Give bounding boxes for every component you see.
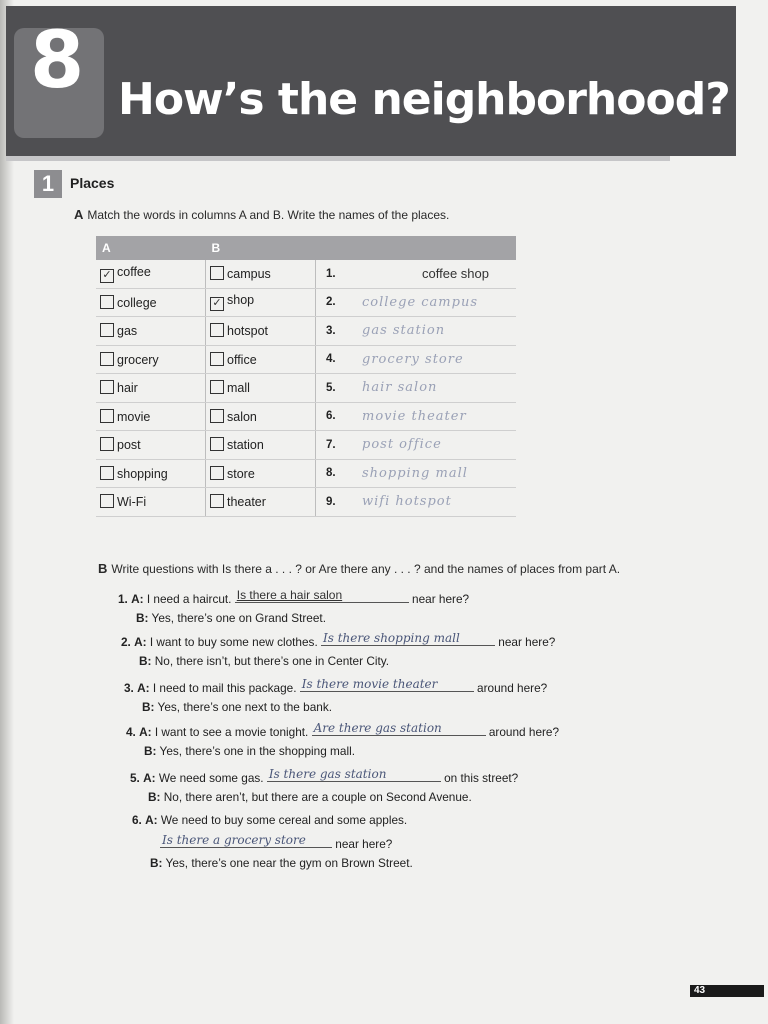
question-number: 4. [126, 725, 136, 739]
column-b-cell [206, 317, 316, 346]
word-a: movie [117, 409, 151, 424]
word-a: Wi-Fi [117, 495, 147, 510]
table-row [96, 431, 516, 460]
response-text: Yes, there’s one in the shopping mall. [159, 744, 355, 758]
checkbox[interactable] [210, 352, 224, 366]
speaker-b: B: [150, 856, 163, 870]
item-number: 1. [316, 260, 359, 288]
speaker-b: B: [139, 654, 152, 668]
column-a-cell [96, 459, 206, 488]
table-row [96, 317, 516, 346]
column-b-cell [206, 459, 316, 488]
question-a-line [124, 677, 547, 695]
checkbox[interactable] [210, 437, 224, 451]
item-number: 6. [316, 402, 359, 431]
answer-text: grocery store [362, 351, 464, 367]
column-a-header: A [96, 236, 206, 260]
word-a: grocery [117, 352, 159, 367]
part-b-text: Write questions with Is there a . . . ? or Are there any . . . ? and the names of places from part A. [111, 562, 621, 576]
page-number: 43 [690, 985, 764, 997]
answer-field[interactable] [358, 317, 516, 346]
unit-number: 8 [30, 16, 85, 106]
word-b: hotspot [227, 324, 269, 339]
answer-blank[interactable]: Is there a hair salon [235, 588, 409, 603]
section-number: 1 [34, 170, 62, 198]
answer-b-line [148, 790, 472, 804]
response-text: Yes, there’s one on Grand Street. [151, 611, 326, 625]
answer-b-line [150, 856, 413, 870]
speaker-b: B: [142, 700, 155, 714]
question-a-line [130, 767, 518, 785]
table-row [96, 488, 516, 517]
item-number: 9. [316, 488, 359, 517]
checkbox[interactable] [210, 409, 224, 423]
table-row [96, 459, 516, 488]
column-b-cell [206, 488, 316, 517]
checkbox[interactable] [210, 494, 224, 508]
answer-text: gas station [362, 323, 446, 339]
question-number: 6. [132, 813, 142, 827]
checkbox[interactable] [100, 494, 114, 508]
question-a-line [132, 813, 407, 827]
column-a-cell [96, 345, 206, 374]
table-row [96, 288, 516, 317]
checkbox[interactable] [210, 380, 224, 394]
column-b-cell [206, 402, 316, 431]
answer-text: movie theater [362, 408, 467, 424]
answer-field[interactable] [358, 431, 516, 460]
speaker-b: B: [136, 611, 149, 625]
word-b: office [227, 352, 257, 367]
column-a-cell [96, 402, 206, 431]
word-b: shop [227, 293, 255, 308]
answer-field[interactable] [358, 345, 516, 374]
answer-text: shopping mall [362, 465, 468, 481]
answer-field[interactable] [358, 374, 516, 403]
word-b: mall [227, 381, 250, 396]
checkbox[interactable] [100, 295, 114, 309]
question-lead: I want to see a movie tonight. [154, 725, 309, 739]
item-number: 7. [316, 431, 359, 460]
question-a-line [118, 588, 469, 606]
answer-text: college campus [362, 294, 478, 310]
part-b-instruction [98, 561, 620, 576]
column-a-cell [96, 488, 206, 517]
question-tail: around here? [488, 725, 560, 739]
response-text: Yes, there’s one next to the bank. [157, 700, 332, 714]
answer-b-line [144, 744, 355, 758]
table-row [96, 260, 516, 288]
answer-b-line [142, 700, 332, 714]
table-row [96, 402, 516, 431]
speaker-a: A: [134, 635, 147, 649]
word-a: shopping [117, 466, 168, 481]
question-number: 2. [121, 635, 131, 649]
table-row [96, 345, 516, 374]
answer-text: hair salon [362, 380, 438, 396]
item-number: 4. [316, 345, 359, 374]
response-text: No, there isn’t, but there’s one in Center City. [154, 654, 390, 668]
column-a-cell [96, 374, 206, 403]
column-b-header: B [206, 236, 316, 260]
column-b-cell [206, 345, 316, 374]
answer-field[interactable] [358, 288, 516, 317]
column-b-cell [206, 288, 316, 317]
part-a-letter: A [74, 207, 84, 222]
speaker-a: A: [139, 725, 152, 739]
word-b: station [227, 438, 264, 453]
question-lead: We need to buy some cereal and some apples. [160, 813, 408, 827]
header-rule [6, 156, 670, 161]
unit-header [6, 6, 736, 156]
word-b: campus [227, 267, 271, 282]
column-a-cell [96, 260, 206, 288]
question-tail: around here? [477, 681, 548, 695]
speaker-a: A: [143, 771, 156, 785]
speaker-a: A: [145, 813, 158, 827]
answer-blank[interactable]: Is there movie theater [300, 677, 474, 692]
checkbox[interactable] [210, 266, 224, 280]
matching-table [96, 236, 516, 517]
question-tail: near here? [335, 837, 393, 851]
part-b-letter: B [98, 561, 108, 576]
question-tail: near here? [498, 635, 556, 649]
response-text: No, there aren’t, but there are a couple on Second Avenue. [163, 790, 472, 804]
question-lead: We need some gas. [158, 771, 264, 785]
answer-blank[interactable]: Is there a grocery store [160, 833, 332, 848]
checkbox[interactable] [210, 323, 224, 337]
column-b-cell [206, 374, 316, 403]
column-a-cell [96, 431, 206, 460]
word-a: hair [117, 381, 138, 396]
question-a-line [121, 631, 555, 649]
item-number: 8. [316, 459, 359, 488]
item-number: 5. [316, 374, 359, 403]
checkbox[interactable] [100, 437, 114, 451]
answer-field[interactable] [358, 488, 516, 517]
word-b: store [227, 466, 255, 481]
question-tail: on this street? [444, 771, 519, 785]
checkbox[interactable] [100, 380, 114, 394]
checkbox[interactable] [100, 466, 114, 480]
word-a: gas [117, 324, 138, 339]
word-a: college [117, 295, 157, 310]
checkbox[interactable] [100, 323, 114, 337]
answer-text: wifi hotspot [362, 494, 452, 510]
column-b-cell [206, 431, 316, 460]
checkbox[interactable]: ✓ [100, 269, 114, 283]
table-row [96, 374, 516, 403]
column-b-cell [206, 260, 316, 288]
speaker-a: A: [137, 681, 150, 695]
word-b: theater [227, 495, 266, 510]
answer-blank[interactable]: Is there gas station [267, 767, 441, 782]
checkbox[interactable] [210, 466, 224, 480]
answer-field[interactable] [358, 459, 516, 488]
speaker-a: A: [131, 592, 144, 606]
answer-field[interactable] [358, 402, 516, 431]
speaker-b: B: [144, 744, 157, 758]
checkbox[interactable] [100, 352, 114, 366]
answer-column-header [316, 236, 517, 260]
question-a-line [126, 721, 559, 739]
question-lead: I want to buy some new clothes. [149, 635, 318, 649]
question-a-continuation [160, 833, 392, 851]
column-a-cell [96, 288, 206, 317]
question-number: 1. [118, 592, 128, 606]
answer-blank[interactable]: Are there gas station [312, 721, 486, 736]
section-title: Places [70, 175, 115, 191]
checkbox[interactable]: ✓ [210, 297, 224, 311]
checkbox[interactable] [100, 409, 114, 423]
response-text: Yes, there’s one near the gym on Brown Street. [165, 856, 413, 870]
answer-text: post office [362, 437, 442, 453]
column-a-cell [96, 317, 206, 346]
item-number: 3. [316, 317, 359, 346]
question-lead: I need to mail this package. [152, 681, 297, 695]
question-tail: near here? [412, 592, 470, 606]
question-number: 5. [130, 771, 140, 785]
answer-field[interactable] [358, 260, 516, 288]
answer-blank[interactable]: Is there shopping mall [321, 631, 495, 646]
word-a: post [117, 438, 141, 453]
question-number: 3. [124, 681, 134, 695]
part-a-text: Match the words in columns A and B. Write the names of the places. [87, 208, 450, 222]
word-b: salon [227, 409, 257, 424]
speaker-b: B: [148, 790, 161, 804]
answer-text: coffee shop [422, 266, 489, 282]
part-a-instruction [74, 207, 449, 222]
item-number: 2. [316, 288, 359, 317]
answer-b-line [139, 654, 389, 668]
answer-b-line [136, 611, 326, 625]
word-a: coffee [117, 264, 151, 279]
question-lead: I need a haircut. [146, 592, 232, 606]
unit-title: How’s the neighborhood? [118, 74, 730, 125]
